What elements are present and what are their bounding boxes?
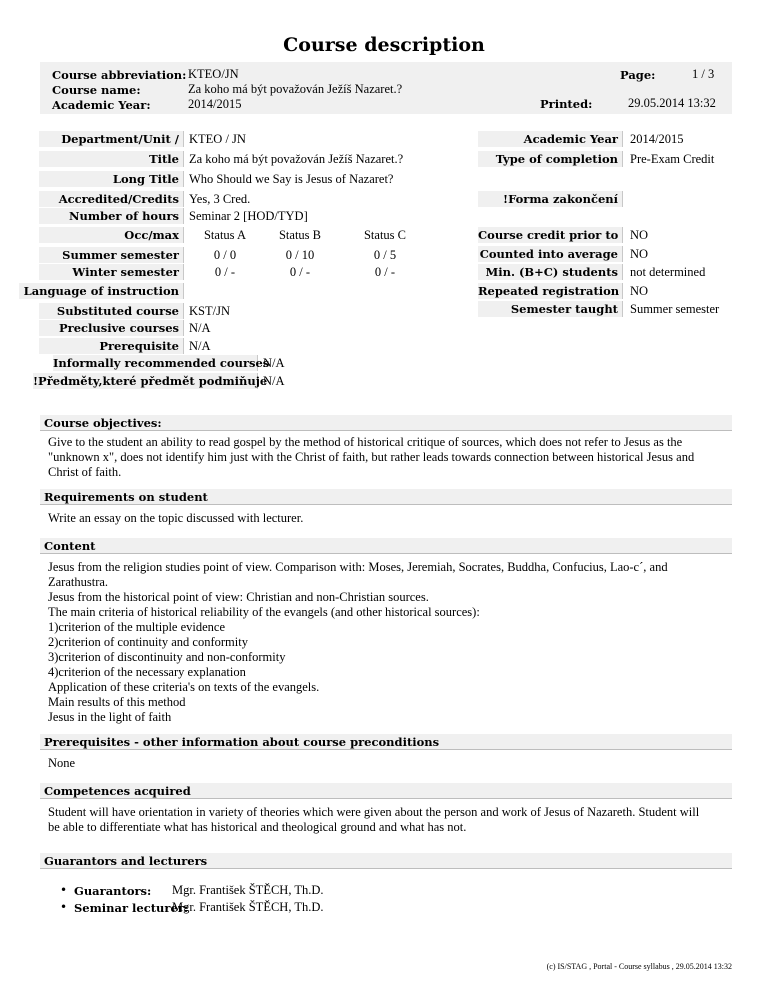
long-title-label: Long Title bbox=[39, 171, 184, 187]
prerequisites-text: None bbox=[48, 756, 76, 770]
dept-value: KTEO / JN bbox=[189, 132, 246, 146]
accredited-label: Accredited/Credits bbox=[39, 191, 184, 207]
substituted-label: Substituted course bbox=[39, 303, 184, 319]
conditioned-label: !Předměty,které předmět podmiňuje bbox=[33, 374, 268, 388]
page-label: Page: bbox=[620, 68, 656, 82]
competences-text bbox=[48, 805, 728, 835]
summer-b: 0 / 10 bbox=[285, 248, 315, 262]
seminar-bullet: • bbox=[60, 900, 68, 914]
counted-label: Counted into average bbox=[478, 246, 623, 262]
competences-line: Student will have orientation in variety of theories which were given about the person and work of Jesus of Nazareth. Student will bbox=[48, 805, 700, 819]
informally-label: Informally recommended courses bbox=[53, 356, 270, 370]
repeated-value: NO bbox=[630, 284, 649, 298]
credit-prior-value: NO bbox=[630, 228, 649, 242]
prerequisite-value: N/A bbox=[189, 339, 211, 353]
completion-value: Pre-Exam Credit bbox=[630, 152, 715, 166]
seminar-lecturer-value: Mgr. František ŠTĚCH, Th.D. bbox=[172, 900, 324, 914]
substituted-value: KST/JN bbox=[189, 304, 230, 318]
status-a-header: Status A bbox=[203, 228, 247, 242]
content-line: Jesus from the religion studies point of view. Comparison with: Moses, Jeremiah, Socrates, Buddha, Confucius, Lao-c´, and bbox=[48, 560, 668, 574]
prerequisites-heading: Prerequisites - other information about course preconditions bbox=[40, 734, 732, 750]
guarantors-heading: Guarantors and lecturers bbox=[40, 853, 732, 869]
course-name-value: Za koho má být považován Ježíš Nazaret.? bbox=[188, 82, 403, 96]
objectives-line: "unknown x", does not identify him just with the Christ of faith, but rather leads towards connection between historical Jesus and bbox=[48, 450, 695, 464]
hours-label: Number of hours bbox=[39, 208, 184, 224]
guarantors-value: Mgr. František ŠTĚCH, Th.D. bbox=[172, 883, 324, 897]
status-c-header: Status C bbox=[363, 228, 407, 242]
objectives-heading: Course objectives: bbox=[40, 415, 732, 431]
summer-c: 0 / 5 bbox=[373, 248, 397, 262]
language-label: Language of instruction bbox=[19, 283, 184, 299]
semester-taught-label: Semester taught bbox=[478, 301, 623, 317]
competences-heading: Competences acquired bbox=[40, 783, 732, 799]
objectives-line: Give to the student an ability to read gospel by the method of historical critique of sources, which does not refer to Jesus as the bbox=[48, 435, 683, 449]
course-name-label: Course name: bbox=[52, 83, 141, 97]
prerequisite-label: Prerequisite bbox=[39, 338, 184, 354]
guarantors-bullet: • bbox=[60, 883, 68, 897]
min-students-label: Min. (B+C) students bbox=[478, 264, 623, 280]
abbr-value: KTEO/JN bbox=[188, 67, 239, 81]
content-line: 3)criterion of discontinuity and non-conformity bbox=[48, 650, 286, 664]
counted-value: NO bbox=[630, 247, 649, 261]
content-line: Application of these criteria's on texts of the evangels. bbox=[48, 680, 320, 694]
title-value: Za koho má být považován Ježíš Nazaret.? bbox=[189, 152, 404, 166]
content-line: Main results of this method bbox=[48, 695, 186, 709]
informally-value: N/A bbox=[263, 356, 285, 370]
summer-a: 0 / 0 bbox=[213, 248, 237, 262]
academic-year-value: 2014/2015 bbox=[188, 97, 242, 111]
summer-label: Summer semester bbox=[39, 247, 184, 263]
content-line: Jesus from the historical point of view: Christian and non-Christian sources. bbox=[48, 590, 429, 604]
content-heading: Content bbox=[40, 538, 732, 554]
content-line: 2)criterion of continuity and conformity bbox=[48, 635, 248, 649]
min-students-value: not determined bbox=[630, 265, 706, 279]
ay-value: 2014/2015 bbox=[630, 132, 684, 146]
content-line: 4)criterion of the necessary explanation bbox=[48, 665, 246, 679]
status-b-header: Status B bbox=[278, 228, 322, 242]
requirements-heading: Requirements on student bbox=[40, 489, 732, 505]
content-line: Jesus in the light of faith bbox=[48, 710, 172, 724]
preclusive-label: Preclusive courses bbox=[39, 320, 184, 336]
ay-label: Academic Year bbox=[478, 131, 623, 147]
content-text bbox=[48, 560, 728, 725]
preclusive-value: N/A bbox=[189, 321, 211, 335]
footer: (c) IS/STAG , Portal - Course syllabus , 29.05.2014 13:32 bbox=[546, 962, 732, 971]
page-value: 1 / 3 bbox=[692, 67, 715, 81]
conditioned-value: N/A bbox=[263, 374, 285, 388]
academic-year-label: Academic Year: bbox=[52, 98, 151, 112]
content-line: 1)criterion of the multiple evidence bbox=[48, 620, 226, 634]
forma-label: !Forma zakončení bbox=[478, 191, 623, 207]
hours-value: Seminar 2 [HOD/TYD] bbox=[189, 209, 308, 223]
repeated-label: Repeated registration bbox=[478, 283, 623, 299]
winter-a: 0 / - bbox=[214, 265, 236, 279]
requirements-text: Write an essay on the topic discussed with lecturer. bbox=[48, 511, 304, 525]
credit-prior-label: Course credit prior to bbox=[478, 227, 623, 243]
dept-label: Department/Unit / bbox=[39, 131, 184, 147]
long-title-value: Who Should we Say is Jesus of Nazaret? bbox=[189, 172, 394, 186]
printed-label: Printed: bbox=[540, 97, 593, 111]
completion-label: Type of completion bbox=[478, 151, 623, 167]
accredited-value: Yes, 3 Cred. bbox=[189, 192, 251, 206]
competences-line: be able to differentiate what has historical and theological ground and what has not. bbox=[48, 820, 467, 834]
objectives-line: Christ of faith. bbox=[48, 465, 122, 479]
content-line: Zarathustra. bbox=[48, 575, 109, 589]
winter-label: Winter semester bbox=[39, 264, 184, 280]
occ-label: Occ/max bbox=[39, 227, 184, 243]
printed-value: 29.05.2014 13:32 bbox=[628, 96, 716, 110]
winter-c: 0 / - bbox=[374, 265, 396, 279]
winter-b: 0 / - bbox=[289, 265, 311, 279]
guarantors-label: Guarantors: bbox=[74, 884, 152, 898]
objectives-text bbox=[48, 435, 728, 480]
semester-taught-value: Summer semester bbox=[630, 302, 720, 316]
title-label: Title bbox=[39, 151, 184, 167]
content-line: The main criteria of historical reliability of the evangels (and other historical sources): bbox=[48, 605, 480, 619]
page-title: Course description bbox=[283, 34, 485, 56]
seminar-lecturer-label: Seminar lecturer: bbox=[74, 901, 189, 915]
abbr-label: Course abbreviation: bbox=[52, 68, 187, 82]
